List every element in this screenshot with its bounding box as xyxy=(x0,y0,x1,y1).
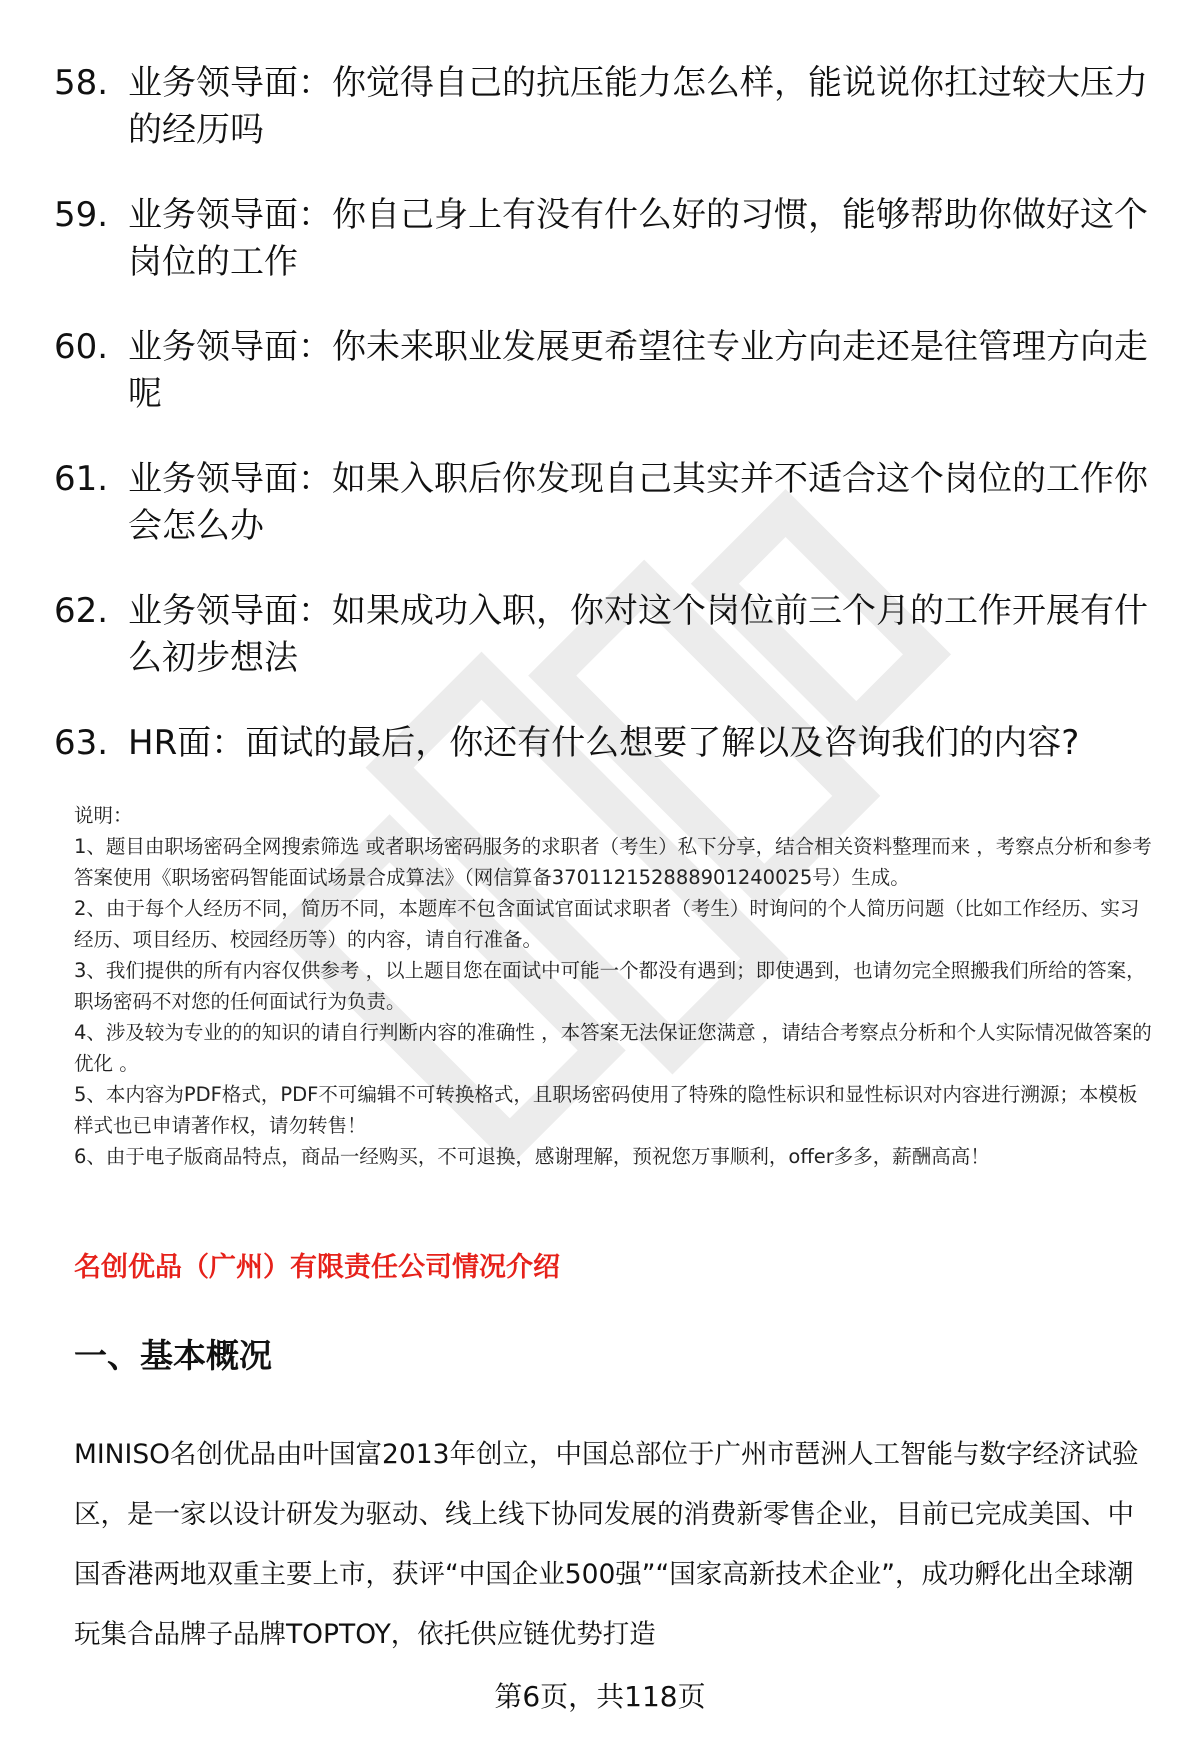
question-item xyxy=(54,588,1154,682)
section-title: 一、基本概况 xyxy=(74,1336,272,1375)
question-item xyxy=(54,192,1154,286)
question-text: 业务领导面：如果入职后你发现自己其实并不适合这个岗位的工作你会怎么办 xyxy=(128,459,1148,546)
question-number: 59. xyxy=(54,195,109,235)
notes-block xyxy=(74,800,1154,1172)
note-item: 1、题目由职场密码全网搜索筛选 或者职场密码服务的求职者（考生）私下分享，结合相关资料整理而来 ，考察点分析和参考答案使用《职场密码智能面试场景合成算法》（网信算备370112152888901240025号）生成。 xyxy=(74,835,1152,889)
question-number: 60. xyxy=(54,327,109,367)
question-item xyxy=(54,720,1154,767)
question-text: 业务领导面：你自己身上有没有什么好的习惯，能够帮助你做好这个岗位的工作 xyxy=(128,195,1148,282)
page-footer: 第6页，共118页 xyxy=(494,1680,706,1713)
question-item xyxy=(54,60,1154,154)
company-title: 名创优品（广州）有限责任公司情况介绍 xyxy=(74,1252,560,1283)
question-number: 62. xyxy=(54,591,109,631)
body-paragraph: MINISO名创优品由叶国富2013年创立，中国总部位于广州市琶洲人工智能与数字经济试验区，是一家以设计研发为驱动、线上线下协同发展的消费新零售企业，目前已完成美国、中国香港两地双重主要上市，获评“中国企业500强”“国家高新技术企业”，成功孵化出全球潮玩集合品牌子品牌TOPTOY，依托供应链优势打造 xyxy=(74,1439,1139,1650)
question-item xyxy=(54,456,1154,550)
question-item xyxy=(54,324,1154,418)
note-item: 6、由于电子版商品特点，商品一经购买，不可退换，感谢理解，预祝您万事顺利，offer多多，薪酬高高！ xyxy=(74,1145,990,1168)
question-text: HR面：面试的最后，你还有什么想要了解以及咨询我们的内容? xyxy=(128,723,1080,763)
question-number: 61. xyxy=(54,459,109,499)
question-number: 58. xyxy=(54,63,109,103)
note-item: 2、由于每个人经历不同，简历不同，本题库不包含面试官面试求职者（考生）时询问的个人简历问题（比如工作经历、实习经历、项目经历、校园经历等）的内容，请自行准备。 xyxy=(74,897,1140,951)
notes-heading: 说明： xyxy=(74,804,133,827)
note-item: 5、本内容为PDF格式，PDF不可编辑不可转换格式，且职场密码使用了特殊的隐性标识和显性标识对内容进行溯源；本模板样式也已申请著作权，请勿转售！ xyxy=(74,1083,1138,1137)
note-item: 3、我们提供的所有内容仅供参考 ，以上题目您在面试中可能一个都没有遇到；即使遇到，也请勿完全照搬我们所给的答案，职场密码不对您的任何面试行为负责。 xyxy=(74,959,1146,1013)
question-text: 业务领导面：如果成功入职，你对这个岗位前三个月的工作开展有什么初步想法 xyxy=(128,591,1148,678)
question-text: 业务领导面：你未来职业发展更希望往专业方向走还是往管理方向走呢 xyxy=(128,327,1148,414)
question-number: 63. xyxy=(54,723,109,763)
note-item: 4、涉及较为专业的的知识的请自行判断内容的准确性 ，本答案无法保证您满意 ，请结合考察点分析和个人实际情况做答案的优化 。 xyxy=(74,1021,1152,1075)
question-text: 业务领导面：你觉得自己的抗压能力怎么样，能说说你扛过较大压力的经历吗 xyxy=(128,63,1148,150)
question-list xyxy=(54,60,1154,805)
